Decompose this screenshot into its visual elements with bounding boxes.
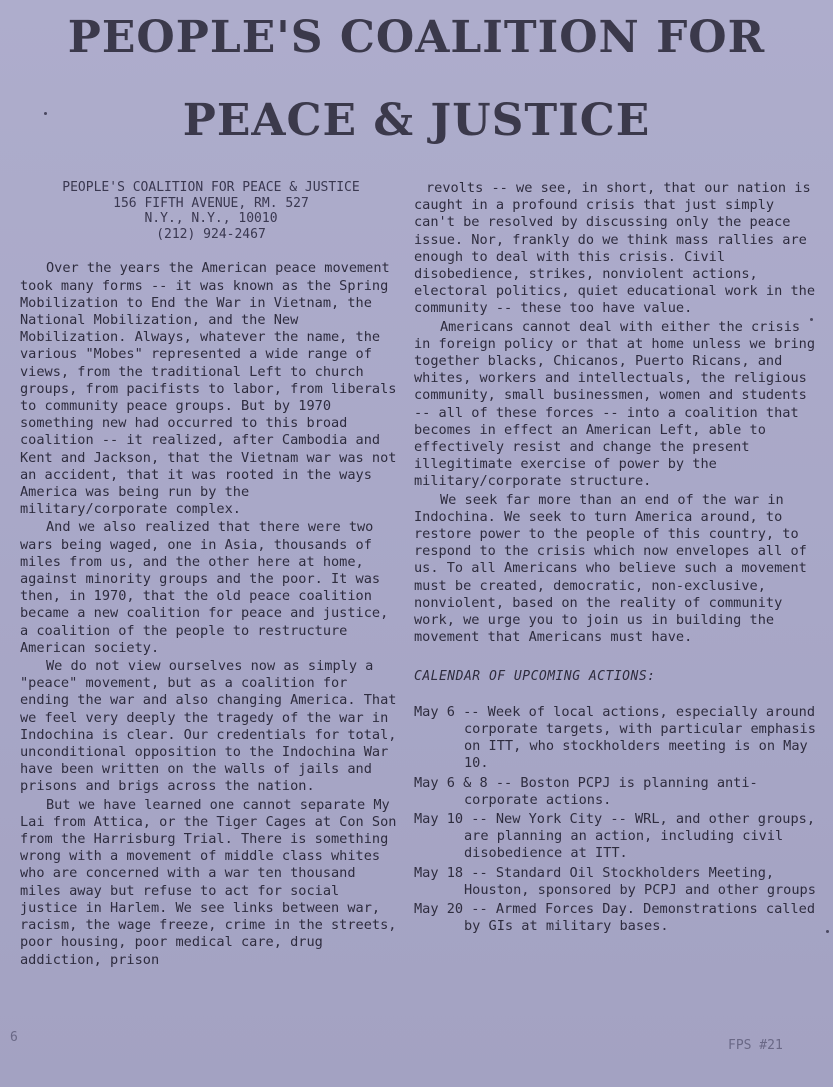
left-column [20,180,402,969]
right-paragraph-1: revolts -- we see, in short, that our nation is caught in a profound crisis that just simply can't be resolved by discussing only the peace issue. Nor, frankly do we think mass rallies are enough to deal with this crisis. Civil disobedience, strikes, nonviolent actions, electoral politics, quiet educational work in the community -- these too have value. [414,180,816,317]
calendar-item: May 6 & 8 -- Boston PCPJ is planning anti-corporate actions. [414,774,758,808]
address-line-1: PEOPLE'S COALITION FOR PEACE & JUSTICE [62,180,360,195]
address-line-4: (212) 924-2467 [156,226,266,242]
calendar-item: May 6 -- Week of local actions, especially around corporate targets, with particular emphasis on ITT, who stockholders meeting is on May 10. [414,703,816,772]
address-block [20,180,402,242]
right-column [414,180,819,937]
left-paragraph-2: And we also realized that there were two wars being waged, one in Asia, thousands of miles from us, and the other here at home, against minority groups and the poor. It was then, in 1970, that the old peace coalition became a new coalition for peace and justice, a coalition of the people to restructure American society. [20,519,389,656]
address-line-3: N.Y., N.Y., 10010 [144,211,278,227]
left-paragraph-3: We do not view ourselves now as simply a "peace" movement, but as a coalition for ending the war and also changing America. That we feel very deeply the tragedy of the war in Indochina is clear. Our credentials for total, unconditional opposition to the Indochina War have been written on the walls of jails and prisons and brigs across the nation. [20,658,397,795]
ink-speck [810,318,813,321]
calendar-item: May 18 -- Standard Oil Stockholders Meeting, Houston, sponsored by PCPJ and other groups [414,864,816,898]
title-line-1: PEOPLE'S COALITION FOR [67,12,766,63]
ink-speck [44,112,47,115]
title-line-2: PEACE & JUSTICE [182,95,651,146]
calendar-heading: CALENDAR OF UPCOMING ACTIONS: [414,669,656,685]
left-paragraph-1: Over the years the American peace movement took many forms -- it was known as the Spring Mobilization to End the War in Vietnam, the National Mobilization, and the New Mobilization. Always, whatever the name, the various "Mobes" represented a wide range of views, from the traditional Left to church groups, from pacifists to labor, from liberals to community peace groups. But by 1970 something new had occurred to this broad coalition -- it realized, after Cambodia and Kent and Jackson, that the Vietnam war was not an accident, that it was rooted in the ways America was being run by the military/corporate complex. [20,260,397,518]
issue-number: FPS #21 [728,1038,783,1053]
ink-speck [826,930,829,933]
calendar-item: May 10 -- New York City -- WRL, and other groups, are planning an action, including civil disobedience at ITT. [414,810,816,862]
left-paragraph-4: But we have learned one cannot separate My Lai from Attica, or the Tiger Cages at Con Son from the Harrisburg Trial. There is something wrong with a movement of middle class whites who are concerned with a war ten thousand miles away but refuse to act for social justice in Harlem. We see links between war, racism, the wage freeze, crime in the streets, poor housing, poor medical care, drug addiction, prison [20,796,397,968]
right-paragraph-3: We seek far more than an end of the war in Indochina. We seek to turn America around, to restore power to the people of this country, to respond to the crisis which now envelopes all of us. To all Americans who believe such a movement must be created, democratic, non-exclusive, nonviolent, based on the reality of community work, we urge you to join us in building the movement that Americans must have. [414,491,807,646]
page-number: 6 [10,1030,18,1045]
right-paragraph-2: Americans cannot deal with either the crisis in foreign policy or that at home unless we bring together blacks, Chicanos, Puerto Ricans, and whites, workers and intellectuals, the religious community, small businessmen, women and students -- all of these forces -- into a coalition that becomes in effect an American Left, able to effectively resist and change the present illegitimate exercise of power by the military/corporate structure. [414,318,816,490]
address-line-2: 156 FIFTH AVENUE, RM. 527 [113,195,309,211]
calendar-item: May 20 -- Armed Forces Day. Demonstrations called by GIs at military bases. [414,900,816,935]
